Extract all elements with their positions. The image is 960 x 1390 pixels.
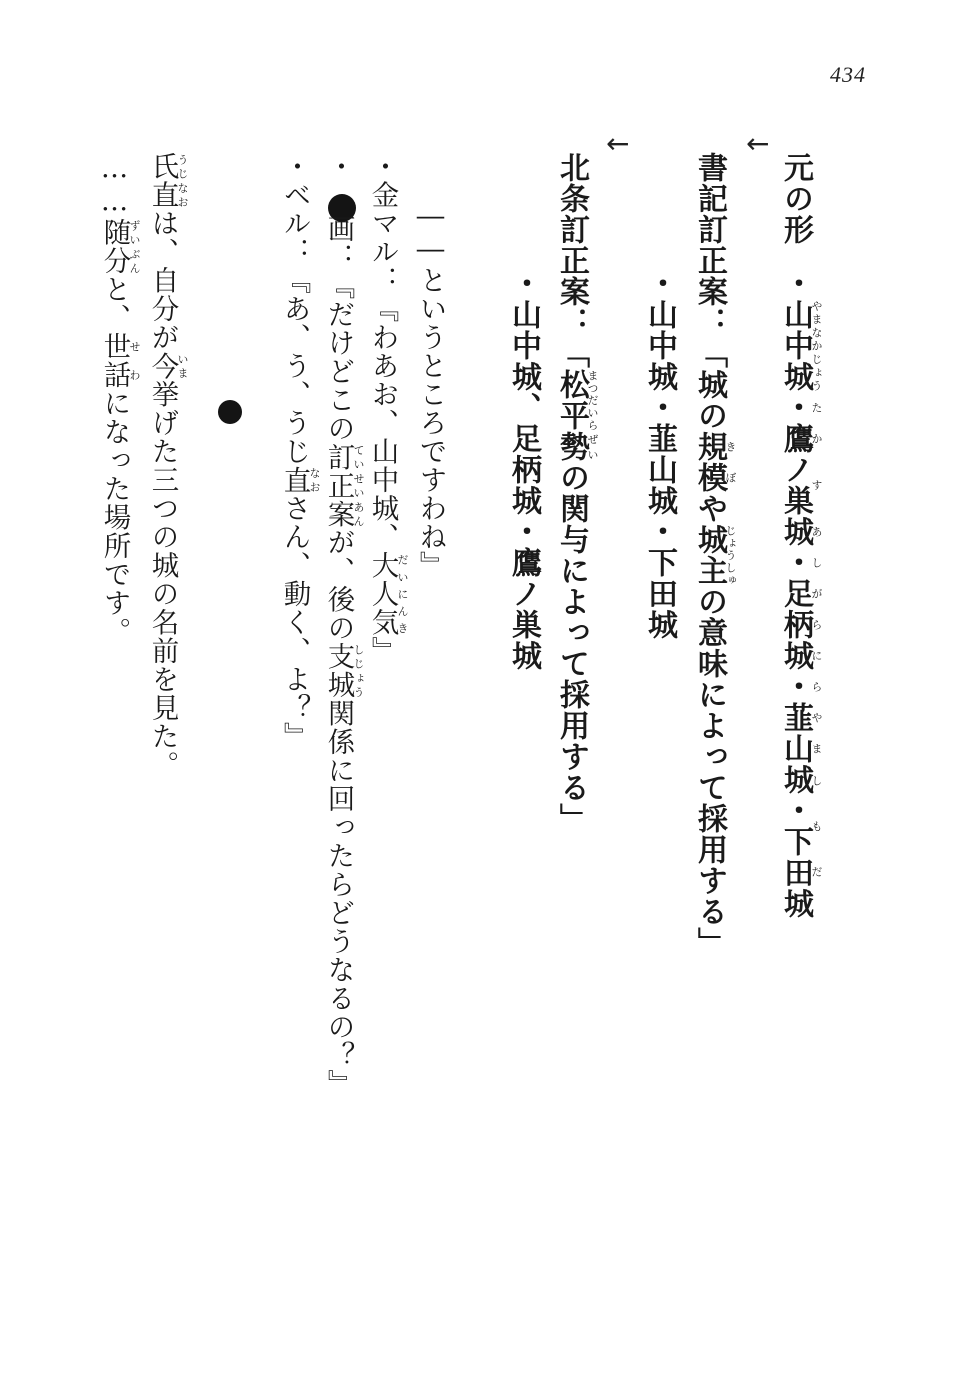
ruby-matsudaira: 松平まつだいら [554, 369, 599, 431]
heading-original-form: 元の形 [778, 152, 813, 245]
ruby-sewa: 世話せわ [98, 332, 141, 389]
column-narration-1: 氏直うじなおは、自分が今いま挙げた三つの城の名前を見た。 [146, 152, 189, 779]
ruby-dainin: 大人気だいにんき [366, 551, 409, 637]
ruby-taka: ・鷹たか [778, 392, 823, 454]
column-kaku: ・画：『だけどこの訂正案ていせいあんが、後の支城しじょう関係に回ったらどうなるの？』 [322, 152, 365, 1098]
ruby-ashigara: 城・足柄あしがら [778, 516, 823, 640]
column-original-form [778, 152, 813, 245]
ruby-kibo: 規模きぼ [692, 431, 737, 493]
arrow-left-icon: ← [746, 127, 770, 160]
column-original-castles: ・山中城やまなかじょう・鷹たかノ巣す城・足柄あしがら城・韮山にらやま城・下田しもだ城 [778, 268, 823, 919]
ruby-ima: 今いま [146, 351, 189, 380]
ruby-zei: 勢ぜい [554, 431, 599, 462]
arrow-left-icon: ← [606, 127, 630, 160]
bullet: ・ [778, 268, 813, 299]
column-kinmaru: ・金マル：『わあお、山中城、大人気だいにんき』 [366, 152, 409, 665]
section-break-dot [218, 400, 242, 424]
ruby-zuibun: 随分ずいぶん [98, 218, 141, 275]
ruby-teiseian: 訂正案ていせいあん [322, 442, 365, 528]
column-narration-2: ……随分ずいぶんと、世話せわになった場所です。 [98, 152, 141, 646]
ruby-joushu: 城主じょうしゅ [692, 524, 737, 586]
ruby-su: ノ巣す [778, 454, 823, 516]
column-hojo-proposal: 北条訂正案：「松平まつだいら勢ぜいの関与によって採用する」 [554, 152, 599, 834]
ruby-shijou: 支城しじょう [322, 642, 365, 699]
ruby-shimoda: 城・下田しもだ [778, 764, 823, 888]
column-dialogue-end: ――というところですわね』 [414, 200, 447, 580]
ruby-nao: 直なお [278, 465, 321, 494]
page-number: 434 [830, 62, 866, 87]
ruby-nirayama: 城・韮山にらやま [778, 640, 823, 764]
column-bell: ・ベル：『あ、う、うじ直なおさん、動く、よ？』 [278, 152, 321, 751]
ruby-yamanaka: 山中城やまなかじょう [778, 299, 823, 392]
column-hojo-castles: ・山中城、足柄城・鷹ノ巣城 [506, 268, 541, 671]
ruby-ujinao: 氏直うじなお [146, 152, 189, 209]
column-scribe-castles: ・山中城・韮山城・下田城 [642, 268, 677, 640]
column-scribe-proposal: 書記訂正案：「城の規模きぼや城主じょうしゅの意味によって採用する」 [692, 152, 737, 958]
